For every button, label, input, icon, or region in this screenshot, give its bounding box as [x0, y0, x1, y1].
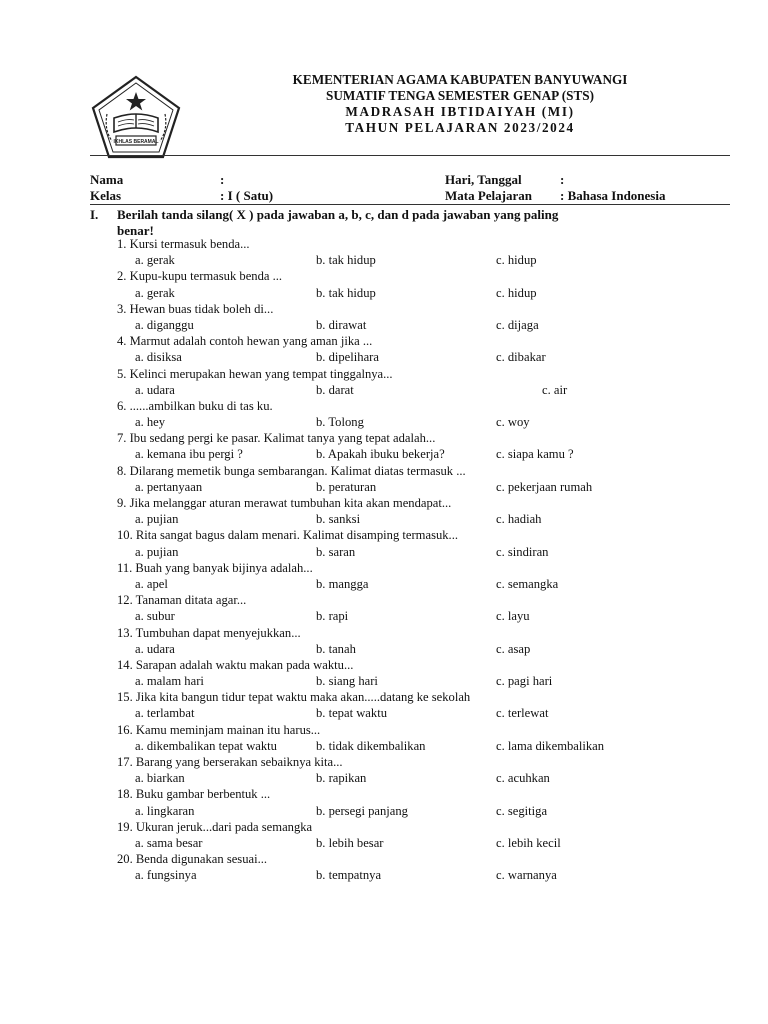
question-13: [90, 626, 730, 642]
question-19-options: [90, 836, 730, 852]
question-17-options: [90, 771, 730, 787]
student-info: [90, 172, 730, 204]
option-b[interactable]: b. tak hidup: [316, 253, 376, 268]
option-c[interactable]: c. terlewat: [496, 706, 549, 721]
question-text: 13. Tumbuhan dapat menyejukkan...: [117, 625, 301, 640]
question-text: 5. Kelinci merupakan hewan yang tempat tinggalnya...: [117, 366, 393, 381]
option-a[interactable]: a. hey: [135, 415, 166, 430]
option-a[interactable]: a. diganggu: [135, 317, 194, 332]
option-a[interactable]: a. sama besar: [135, 835, 203, 850]
option-b[interactable]: b. Apakah ibuku bekerja?: [316, 447, 445, 462]
question-19: [90, 820, 730, 836]
option-b[interactable]: b. saran: [316, 544, 356, 559]
nama-colon: :: [220, 172, 225, 187]
question-text: 16. Kamu meminjam mainan itu harus...: [117, 722, 321, 737]
option-b[interactable]: b. dirawat: [316, 317, 367, 332]
question-6: [90, 399, 730, 415]
question-6-options: [90, 415, 730, 431]
question-text: 3. Hewan buas tidak boleh di...: [117, 301, 274, 316]
option-a[interactable]: a. malam hari: [135, 674, 204, 689]
hari-label: Hari, Tanggal: [445, 172, 522, 187]
option-a[interactable]: a. lingkaran: [135, 803, 195, 818]
question-14: [90, 658, 730, 674]
question-20: [90, 852, 730, 868]
option-c[interactable]: c. segitiga: [496, 803, 548, 818]
option-b[interactable]: b. sanksi: [316, 512, 361, 527]
option-b[interactable]: b. persegi panjang: [316, 803, 408, 818]
instruction-line-2: benar!: [117, 223, 154, 238]
option-c[interactable]: c. pagi hari: [496, 674, 553, 689]
option-a[interactable]: a. udara: [135, 382, 175, 397]
option-c[interactable]: c. hadiah: [496, 512, 542, 527]
question-text: 14. Sarapan adalah waktu makan pada waktu...: [117, 657, 354, 672]
question-7: [90, 431, 730, 447]
option-c[interactable]: c. dijaga: [496, 317, 539, 332]
option-a[interactable]: a. fungsinya: [135, 868, 197, 883]
question-text: 18. Buku gambar berbentuk ...: [117, 787, 271, 802]
option-b[interactable]: b. tepat waktu: [316, 706, 387, 721]
question-text: 9. Jika melanggar aturan merawat tumbuhan kita akan mendapat...: [117, 496, 452, 510]
question-text: 10. Rita sangat bagus dalam menari. Kalimat disamping termasuk...: [117, 528, 459, 543]
option-b[interactable]: b. lebih besar: [316, 835, 384, 850]
option-c[interactable]: c. asap: [496, 641, 531, 656]
option-c[interactable]: c. hidup: [496, 285, 537, 300]
question-10: [90, 528, 730, 544]
question-16-options: [90, 739, 730, 755]
question-12: [90, 593, 730, 609]
option-c[interactable]: c. lama dikembalikan: [496, 738, 605, 753]
option-a[interactable]: a. gerak: [135, 253, 175, 268]
option-b[interactable]: b. tidak dikembalikan: [316, 738, 426, 753]
hari-colon: :: [560, 172, 565, 187]
header-school: MADRASAH IBTIDAIYAH (MI): [345, 104, 575, 119]
question-12-options: [90, 609, 730, 625]
question-text: 1. Kursi termasuk benda...: [117, 237, 250, 251]
kelas-value: : I ( Satu): [220, 188, 274, 203]
question-1-options: [90, 253, 730, 269]
question-2: [90, 269, 730, 285]
question-18: [90, 787, 730, 803]
option-a[interactable]: a. disiksa: [135, 350, 182, 365]
header-exam: SUMATIF TENGA SEMESTER GENAP (STS): [326, 88, 594, 103]
question-17: [90, 755, 730, 771]
question-8-options: [90, 480, 730, 496]
option-b[interactable]: b. tak hidup: [316, 285, 376, 300]
option-c[interactable]: c. lebih kecil: [496, 835, 561, 850]
option-a[interactable]: a. dikembalikan tepat waktu: [135, 738, 277, 753]
option-b[interactable]: b. tempatnya: [316, 868, 382, 883]
option-a[interactable]: a. pertanyaan: [135, 479, 203, 494]
question-text: 4. Marmut adalah contoh hewan yang aman jika ...: [117, 334, 373, 349]
question-text: 6. ......ambilkan buku di tas ku.: [117, 398, 273, 413]
kemenag-emblem-icon: [90, 74, 182, 160]
header-year: TAHUN PELAJARAN 2023/2024: [345, 120, 575, 135]
question-text: 2. Kupu-kupu termasuk benda ...: [117, 269, 283, 284]
question-text: 15. Jika kita bangun tidur tepat waktu maka akan.....datang ke sekolah: [117, 690, 471, 705]
option-a[interactable]: a. kemana ibu pergi ?: [135, 447, 243, 462]
question-1: [90, 237, 730, 253]
question-9: [90, 496, 730, 512]
option-c[interactable]: c. acuhkan: [496, 771, 550, 786]
kelas-label: Kelas: [90, 188, 122, 203]
question-text: 17. Barang yang berserakan sebaiknya kita...: [117, 755, 343, 769]
header-divider: [90, 155, 730, 156]
question-5: [90, 367, 730, 383]
option-b[interactable]: b. Tolong: [316, 415, 364, 430]
option-c[interactable]: c. hidup: [496, 253, 537, 268]
instruction-number: I.: [90, 207, 99, 222]
question-16: [90, 723, 730, 739]
question-8: [90, 464, 730, 480]
mapel-label: Mata Pelajaran: [445, 188, 533, 203]
option-b[interactable]: b. rapikan: [316, 771, 367, 786]
nama-label: Nama: [90, 172, 124, 187]
question-3: [90, 302, 730, 318]
question-text: 12. Tanaman ditata agar...: [117, 593, 247, 608]
option-a[interactable]: a. apel: [135, 576, 168, 591]
mapel-value: : Bahasa Indonesia: [560, 188, 666, 203]
option-a[interactable]: a. udara: [135, 641, 175, 656]
question-15-options: [90, 706, 730, 722]
option-b[interactable]: b. dipelihara: [316, 350, 379, 365]
info-divider: [90, 204, 730, 205]
question-3-options: [90, 318, 730, 334]
question-text: 8. Dilarang memetik bunga sembarangan. Kalimat diatas termasuk ...: [117, 463, 466, 478]
option-b[interactable]: b. darat: [316, 382, 354, 397]
option-a[interactable]: a. subur: [135, 609, 175, 624]
logo-banner-text: IKHLAS BERAMAL: [113, 138, 159, 145]
question-list: [90, 237, 730, 885]
option-b[interactable]: b. mangga: [316, 576, 369, 591]
option-a[interactable]: a. terlambat: [135, 706, 195, 721]
option-c[interactable]: c. layu: [496, 609, 530, 624]
question-5-options: [90, 383, 730, 399]
question-13-options: [90, 642, 730, 658]
instruction-line-1: Berilah tanda silang( X ) pada jawaban a, b, c, dan d pada jawaban yang paling: [117, 207, 559, 222]
option-b[interactable]: b. peraturan: [316, 479, 377, 494]
question-20-options: [90, 868, 730, 884]
question-18-options: [90, 804, 730, 820]
option-c[interactable]: c. dibakar: [496, 350, 546, 365]
header-ministry: KEMENTERIAN AGAMA KABUPATEN BANYUWANGI: [292, 72, 628, 87]
question-text: 11. Buah yang banyak bijinya adalah...: [117, 560, 313, 575]
question-11-options: [90, 577, 730, 593]
question-15: [90, 690, 730, 706]
option-c[interactable]: c. sindiran: [496, 544, 549, 559]
option-a[interactable]: a. biarkan: [135, 771, 185, 786]
question-7-options: [90, 447, 730, 463]
option-c[interactable]: c. warnanya: [496, 868, 557, 883]
option-c[interactable]: c. pekerjaan rumah: [496, 479, 593, 494]
question-text: 7. Ibu sedang pergi ke pasar. Kalimat tanya yang tepat adalah...: [117, 431, 436, 446]
question-4-options: [90, 350, 730, 366]
option-b[interactable]: b. tanah: [316, 641, 356, 656]
document-header: [180, 72, 740, 136]
option-c[interactable]: c. air: [542, 382, 568, 397]
option-c[interactable]: c. semangka: [496, 576, 559, 591]
option-c[interactable]: c. woy: [496, 415, 530, 430]
option-b[interactable]: b. rapi: [316, 609, 349, 624]
question-11: [90, 561, 730, 577]
question-4: [90, 334, 730, 350]
option-a[interactable]: a. pujian: [135, 544, 179, 559]
question-2-options: [90, 286, 730, 302]
option-c[interactable]: c. siapa kamu ?: [496, 447, 574, 462]
question-14-options: [90, 674, 730, 690]
option-a[interactable]: a. gerak: [135, 285, 175, 300]
question-10-options: [90, 545, 730, 561]
option-a[interactable]: a. pujian: [135, 512, 179, 527]
question-9-options: [90, 512, 730, 528]
question-text: 19. Ukuran jeruk...dari pada semangka: [117, 819, 313, 834]
option-b[interactable]: b. siang hari: [316, 674, 378, 689]
question-text: 20. Benda digunakan sesuai...: [117, 852, 268, 867]
